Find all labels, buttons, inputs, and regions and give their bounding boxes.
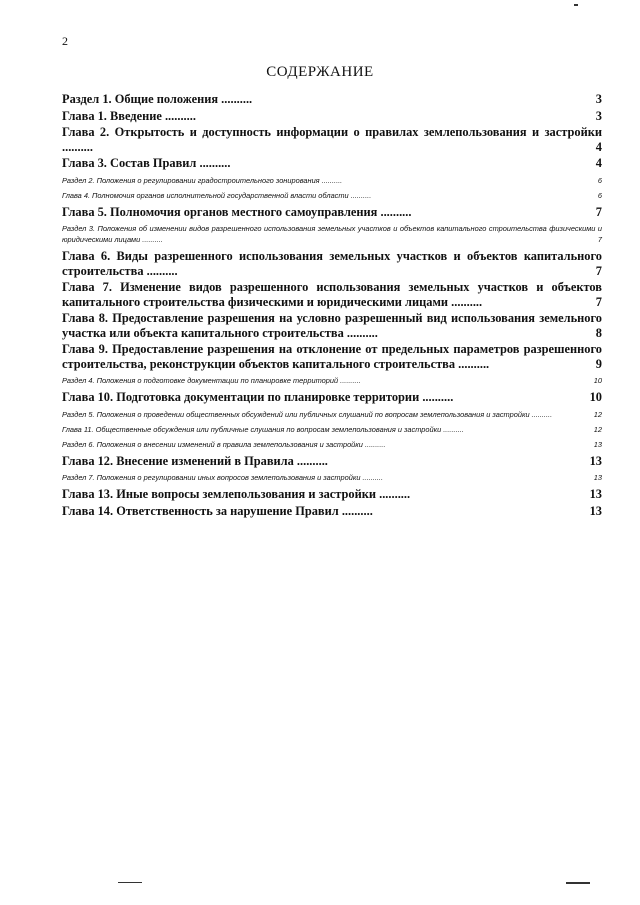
toc-entry[interactable] — [62, 504, 602, 519]
toc-entry-title: Раздел 1. Общие положения — [62, 92, 219, 106]
toc-entry[interactable] — [62, 249, 602, 278]
toc-entry-page: 13 — [589, 503, 602, 518]
toc-entry[interactable] — [62, 390, 602, 405]
toc-entry[interactable] — [62, 125, 602, 154]
scan-mark — [118, 882, 142, 883]
dot-leader: .......... — [348, 190, 372, 200]
toc-entry[interactable] — [62, 205, 602, 220]
toc-entry[interactable] — [62, 342, 602, 371]
dot-leader: .......... — [218, 92, 253, 106]
toc-entry-page: 10 — [593, 376, 602, 385]
toc-entry[interactable] — [62, 472, 602, 483]
toc-entry-page: 3 — [595, 92, 602, 106]
toc-entry-page: 6 — [597, 175, 602, 185]
dot-leader: .......... — [140, 235, 163, 244]
dot-leader: .......... — [376, 487, 411, 501]
toc-entry-title: Глава 3. Состав Правил — [62, 156, 197, 170]
toc-entry[interactable] — [62, 311, 602, 340]
dot-leader: .......... — [293, 453, 328, 468]
toc-entry[interactable] — [62, 409, 602, 420]
toc-entry-page: 7 — [595, 263, 602, 278]
toc-entry-title: Глава 1. Введение — [62, 108, 162, 123]
toc-entry[interactable] — [62, 424, 602, 435]
dot-leader: .......... — [62, 139, 93, 154]
toc-entry-title: Раздел 4. Положения о подготовке документации по планировке территорий — [62, 376, 339, 385]
toc-entry-title: Раздел 2. Положения о регулировании градостроительного зонирования — [62, 175, 320, 185]
dot-leader: .......... — [377, 204, 412, 219]
toc-entry-page: 7 — [595, 204, 602, 219]
dot-leader: .......... — [419, 390, 454, 404]
dot-leader: .......... — [362, 439, 386, 449]
toc-entry[interactable] — [62, 487, 602, 502]
dot-leader: .......... — [455, 356, 490, 371]
toc-entry-page: 4 — [595, 139, 602, 154]
dot-leader: .......... — [338, 503, 373, 518]
toc-entry-title: Глава 13. Иные вопросы землепользования и застройки — [62, 487, 377, 501]
toc-entry-page: 10 — [589, 390, 602, 404]
toc-entry[interactable] — [62, 92, 602, 107]
toc-entry-title: Глава 6. Виды разрешенного использования земельных участков и объектов капитального строительства — [62, 249, 602, 278]
toc-entry-page: 6 — [597, 190, 602, 200]
toc-entry-title: Глава 7. Изменение видов разрешенного использования земельных участков и объектов капитального строительства физическими и юридическими лицами — [62, 280, 602, 309]
dot-leader: .......... — [448, 294, 483, 309]
toc-entry-page: 12 — [593, 424, 602, 434]
toc-entry-title: Раздел 3. Положения об изменении видов разрешенного использования земельных участков и объектов капитального строительства физическими и юридическими лицами — [62, 224, 602, 244]
dot-leader: .......... — [143, 263, 178, 278]
page-title: СОДЕРЖАНИЕ — [266, 64, 374, 80]
dot-leader: .......... — [360, 473, 384, 482]
toc-entry-page: 13 — [593, 439, 602, 449]
toc-entry-page: 8 — [595, 325, 602, 340]
toc-entry-page: 4 — [595, 156, 602, 170]
toc-entry[interactable] — [62, 109, 602, 124]
toc-entry-title: Глава 10. Подготовка документации по планировке территории — [62, 390, 420, 404]
toc-entry-page: 9 — [595, 356, 602, 371]
scan-mark — [566, 882, 590, 884]
toc-entry[interactable] — [62, 190, 602, 201]
toc-entry-title: Раздел 6. Положения о внесении изменений в правила землепользования и застройки — [62, 439, 363, 449]
dot-leader: .......... — [319, 175, 343, 185]
dot-leader: .......... — [338, 376, 361, 385]
toc-entry[interactable] — [62, 223, 602, 245]
toc-entry-title: Глава 8. Предоставление разрешения на условно разрешенный вид использования земельного участка или объекта капитального строительства — [62, 311, 602, 340]
toc-entry[interactable] — [62, 454, 602, 469]
toc-entry-title: Раздел 7. Положения о регулировании иных вопросов землепользования и застройки — [62, 473, 361, 482]
toc-entry-title: Глава 11. Общественные обсуждения или публичные слушания по вопросам землепользования и застройки — [62, 424, 442, 434]
scan-mark — [574, 4, 578, 6]
toc-entry-title: Глава 4. Полномочия органов исполнительной государственной власти области — [62, 190, 349, 200]
toc-entry-title: Глава 5. Полномочия органов местного самоуправления — [62, 204, 378, 219]
toc-entry-page: 13 — [589, 487, 602, 501]
dot-leader: .......... — [343, 325, 378, 340]
toc-entry-title: Глава 14. Ответственность за нарушение Правил — [62, 503, 339, 518]
toc-entry-title: Глава 12. Внесение изменений в Правила — [62, 453, 294, 468]
toc-entry-page: 13 — [589, 453, 602, 468]
toc-entry-page: 3 — [595, 108, 602, 123]
toc-entry-page: 7 — [595, 294, 602, 309]
dot-leader: .......... — [161, 108, 196, 123]
toc-entry-title: Раздел 5. Положения о проведении общественных обсуждений или публичных слушаний по вопросам землепользования и застройки — [62, 409, 530, 419]
dot-leader: .......... — [529, 409, 553, 419]
toc-entry[interactable] — [62, 156, 602, 171]
toc-entry[interactable] — [62, 375, 602, 386]
toc-entry[interactable] — [62, 175, 602, 186]
dot-leader: .......... — [196, 156, 231, 170]
page-number: 2 — [62, 34, 68, 48]
toc-entry[interactable] — [62, 439, 602, 450]
dot-leader: .......... — [441, 424, 464, 434]
toc-entry-title: Глава 9. Предоставление разрешения на отклонение от предельных параметров разрешенного строительства, реконструкции объектов капитального строительства — [62, 342, 602, 371]
table-of-contents — [62, 92, 602, 520]
toc-entry-page: 7 — [597, 235, 602, 244]
toc-entry-page: 12 — [593, 409, 602, 419]
toc-entry-title: Глава 2. Открытость и доступность информации о правилах землепользования и застройки — [62, 125, 602, 139]
toc-entry-page: 13 — [593, 473, 602, 482]
toc-entry[interactable] — [62, 280, 602, 309]
